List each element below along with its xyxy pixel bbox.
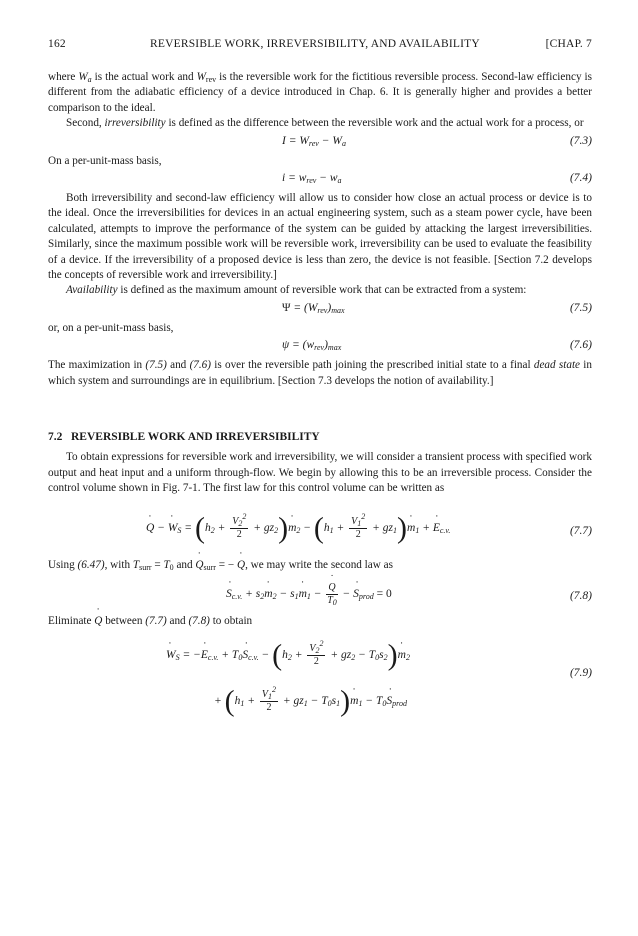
equation-number: (7.9) <box>569 667 592 680</box>
paragraph: The maximization in (7.5) and (7.6) is over the reversible path joining the prescribed initial state to a final dead state in which system and surroundings are in equilibrium. [Section 7.3 develops the notion of availability.] <box>48 359 593 387</box>
equation-7-6: $\psi = (w_{rev})_{max}$ (7.6) <box>282 339 592 353</box>
paragraph: Second, irreversibility is defined as the difference between the reversible work and the actual work for a process, or <box>66 117 584 130</box>
equation-7-8: ˙ $S_{c.v.}$ + $s_2˙$ $m_2$ − $s_1˙$ $m_1$ − ˙ $\frac{Q}{T_0}$ − ˙ $S_{prod} = 0$ (7.8) <box>48 574 592 614</box>
term-availability: Availability <box>66 284 118 297</box>
paragraph: or, on a per-unit-mass basis, <box>48 321 174 334</box>
equation-7-9: ˙ $W_S$ = −˙ $E_{c.v.}$ + $T_0˙$ $S_{c.v.} - (h_2$ + $\frac{V_2^2}{2}$ + $gz_2$ − $T_0s_2)˙$ $m_2$ + ($h_1$ + $\frac{V_1^2}{2}$ + $gz_1$ − $T_0s_1)˙$ $m_1$ − $T_0˙$ $S_{prod}$ (7.9) <box>48 629 592 725</box>
paragraph: Eliminate ˙ Q between (7.7) and (7.8) to obtain <box>48 614 592 629</box>
equation-number: (7.5) <box>569 301 592 314</box>
paragraph: Using (6.47), with $T_{surr} = T_0$ and ˙ $Q_{surr}$ = − ˙ Q, we may write the second law as <box>48 558 592 573</box>
term-irreversibility: irreversibility <box>104 117 166 130</box>
paragraph: where $W_a$ is the actual work and $W_{rev}$ is the reversible work for the fictitious reversible process. Second-law efficiency is different from the adiabatic efficiency of a device introduced in Chap. 6. It is generally higher and provides a better comparison to the ideal. <box>48 71 592 114</box>
equation-number: (7.4) <box>569 172 592 185</box>
page <box>48 38 592 725</box>
page-number: 162 <box>48 38 66 50</box>
running-header <box>48 38 592 56</box>
equation-number: (7.7) <box>569 525 592 538</box>
term-dead-state: dead state <box>533 359 581 372</box>
paragraph: To obtain expressions for reversible work and irreversibility, we will consider a transient process with specified work output and heat input and a uniform through-flow. We begin by allowing this to be an irreversible process. Consider the control volume shown in Fig. 7-1. The first law for this control volume can be written as <box>48 451 592 494</box>
running-title: REVERSIBLE WORK, IRREVERSIBILITY, AND AVAILABILITY <box>150 38 480 50</box>
equation-number: (7.8) <box>569 589 592 602</box>
equation-7-3: $I = W_{rev} - W_a$ (7.3) <box>282 134 592 148</box>
section-heading: 7.2 REVERSIBLE WORK AND IRREVERSIBILITY <box>48 431 320 444</box>
chapter-label: [CHAP. 7 <box>545 38 592 50</box>
paragraph: Availability is defined as the maximum amount of reversible work that can be extracted from a system: <box>66 284 527 297</box>
paragraph: On a per-unit-mass basis, <box>48 154 162 167</box>
equation-number: (7.3) <box>569 134 592 147</box>
equation-7-5: $\Psi = (W_{rev})_{max}$ (7.5) <box>282 301 592 315</box>
paragraph: Both irreversibility and second-law efficiency will allow us to consider how close an actual process or device is to the ideal. Once the irreversibilities for devices in an actual engineering system, such as a steam power cycle, have been calculated, attempts to improve the performance of the system can be guided by attacking the largest irreversibilities. Similarly, since the maximum possible work will be reversible work, irreversibility can be used to evaluate the feasibility of a device. If the irreversibility of a proposed device is less than zero, the device is not feasible. [Section 7.2 develops the concepts of reversible work and irreversibility.] <box>48 192 592 282</box>
equation-7-7: ˙ Q − ˙ $W_S = (h_2$ + $\frac{V_2^2}{2}$ + $gz_2)˙$ $m_2 - (h_1$ + $\frac{V_1^2}{2}$ + $gz_1)˙$ $m_1$ + ˙ $E_{c.v.}$ (7.7) <box>48 496 592 558</box>
equation-number: (7.6) <box>569 339 592 352</box>
equation-7-4: $i = w_{rev} - w_a$ (7.4) <box>282 172 592 186</box>
